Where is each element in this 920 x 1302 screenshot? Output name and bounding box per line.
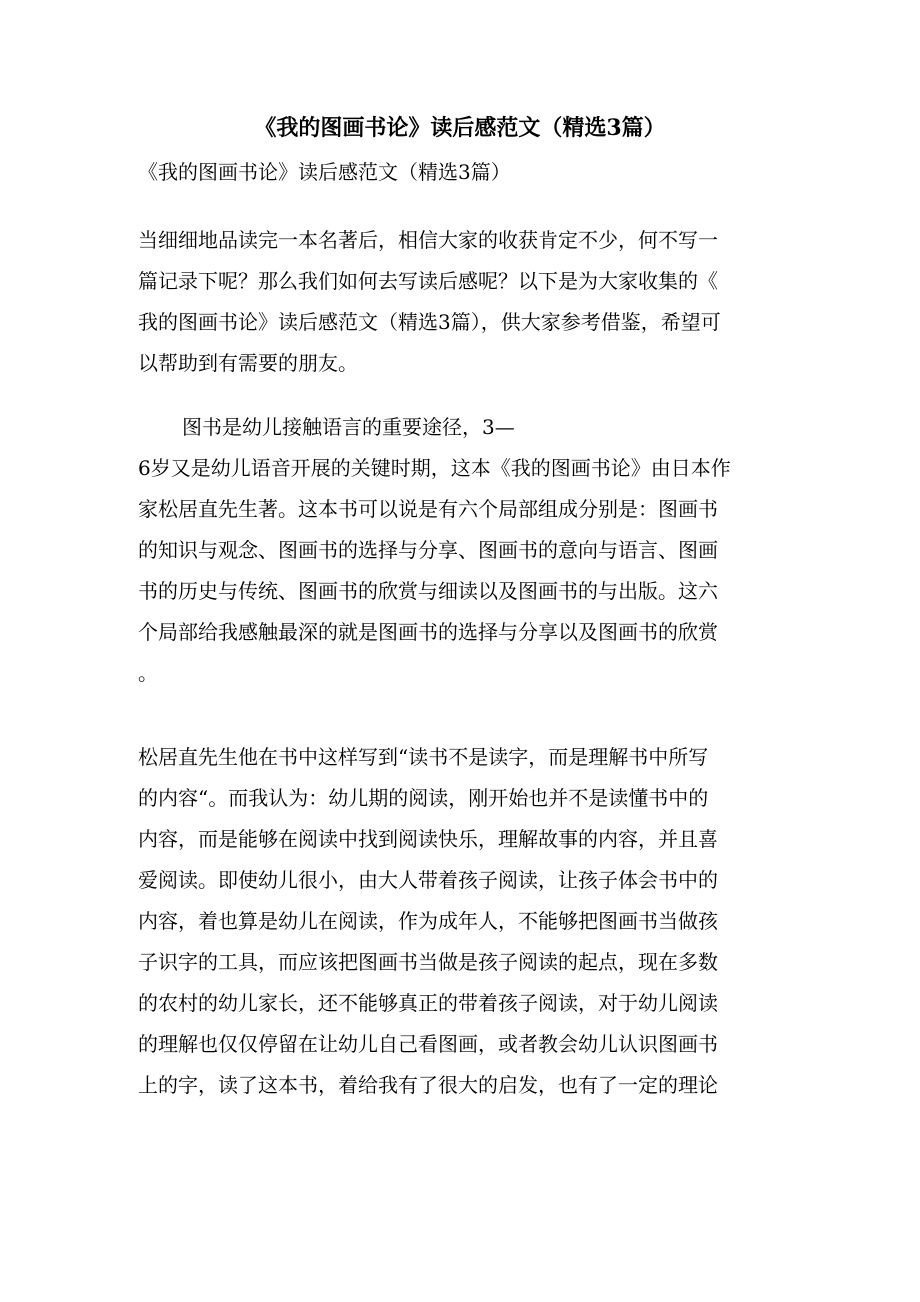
text-line: 内容，着也算是幼儿在阅读，作为成年人，不能够把图画书当做孩 <box>138 909 718 933</box>
text-line: 的内容“。而我认为：幼儿期的阅读，刚开始也并不是读懂书中的 <box>138 786 709 810</box>
text-line: 个局部给我感触最深的就是图画书的选择与分享以及图画书的欣赏 <box>138 620 718 644</box>
text-line: 松居直先生他在书中这样写到“读书不是读字，而是理解书中所写 <box>138 745 709 769</box>
text-line: 图书是幼儿接触语言的重要途径，3— <box>182 415 515 439</box>
text-line: 篇记录下呢？那么我们如何去写读后感呢？以下是为大家收集的《 <box>138 269 718 293</box>
document-title: 《我的图画书论》读后感范文（精选3篇） <box>254 115 666 141</box>
text-line: 家松居直先生著。这本书可以说是有六个局部组成分别是：图画书 <box>138 497 718 521</box>
paragraph-book-overview <box>138 407 783 694</box>
document-subtitle: 《我的图画书论》读后感范文（精选3篇） <box>138 160 511 184</box>
text-line: 书的历史与传统、图画书的欣赏与细读以及图画书的与出版。这六 <box>138 579 718 603</box>
text-line: 我的图画书论》读后感范文（精选3篇），供大家参考借鉴，希望可 <box>138 310 721 334</box>
text-line: 的农村的幼儿家长，还不能够真正的带着孩子阅读，对于幼儿阅读 <box>138 991 718 1015</box>
text-line: 内容，而是能够在阅读中找到阅读快乐，理解故事的内容，并且喜 <box>138 827 718 851</box>
text-line: 以帮助到有需要的朋友。 <box>138 351 358 375</box>
text-line: 。 <box>138 661 158 685</box>
text-line: 爱阅读。即使幼儿很小，由大人带着孩子阅读，让孩子体会书中的 <box>138 868 718 892</box>
text-line: 子识字的工具，而应该把图画书当做是孩子阅读的起点，现在多数 <box>138 950 718 974</box>
paragraph-intro <box>138 220 783 384</box>
text-line: 上的字，读了这本书，着给我有了很大的启发，也有了一定的理论 <box>138 1073 718 1097</box>
text-line: 的理解也仅仅停留在让幼儿自己看图画，或者教会幼儿认识图画书 <box>138 1032 718 1056</box>
paragraph-reflection <box>138 737 783 1106</box>
text-line: 的知识与观念、图画书的选择与分享、图画书的意向与语言、图画 <box>138 538 718 562</box>
text-line: 当细细地品读完一本名著后，相信大家的收获肯定不少，何不写一 <box>138 228 718 252</box>
text-line: 6岁又是幼儿语音开展的关键时期，这本《我的图画书论》由日本作 <box>138 456 731 480</box>
